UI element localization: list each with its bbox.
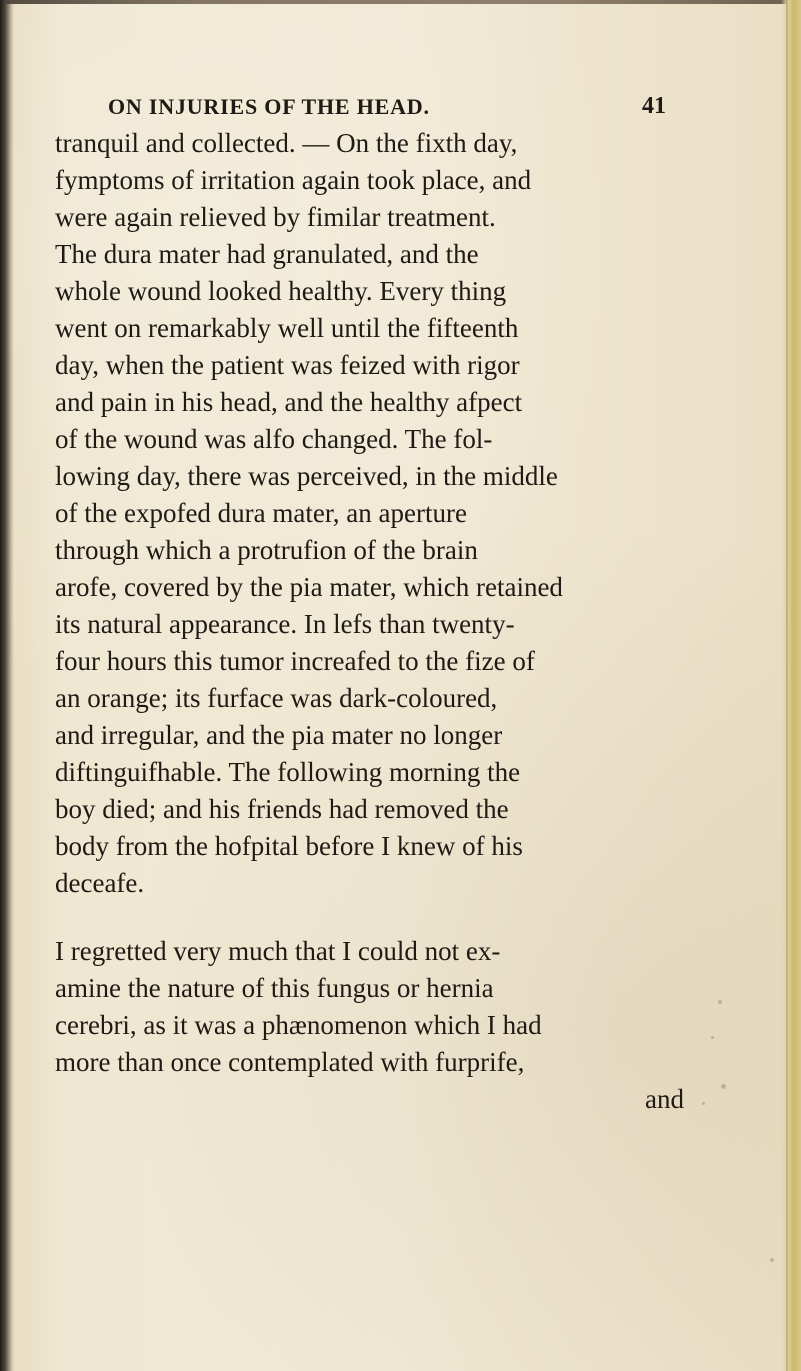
- text-line: of the expofed dura mater, an aperture: [55, 498, 467, 528]
- text-line: tranquil and collected. — On the fixth day,: [55, 128, 518, 158]
- text-line: more than once contemplated with furprife,: [55, 1047, 525, 1077]
- text-line: its natural appearance. In lefs than twenty-: [55, 609, 515, 639]
- text-line: The dura mater had granulated, and the: [55, 239, 479, 269]
- page-speck: [702, 1102, 705, 1105]
- text-line: body from the hofpital before I knew of his: [55, 831, 523, 861]
- page-gutter-shadow: [0, 0, 14, 1371]
- text-line: went on remarkably well until the fifteenth: [55, 313, 519, 343]
- text-line: were again relieved by fimilar treatment.: [55, 202, 496, 232]
- text-line: amine the nature of this fungus or hernia: [55, 973, 494, 1003]
- text-line: and irregular, and the pia mater no longer: [55, 720, 503, 750]
- text-line: lowing day, there was perceived, in the middle: [55, 461, 558, 491]
- text-line: of the wound was alfo changed. The fol-: [55, 424, 493, 454]
- text-line: arofe, covered by the pia mater, which retained: [55, 572, 563, 602]
- page-header: [108, 94, 668, 130]
- text-line: and pain in his head, and the healthy afpect: [55, 387, 523, 417]
- text-line: day, when the patient was feized with rigor: [55, 350, 520, 380]
- page-speck: [718, 1000, 722, 1004]
- catchword: and: [645, 1084, 684, 1114]
- page-speck: [770, 1258, 774, 1262]
- text-line: diftinguifhable. The following morning the: [55, 757, 521, 787]
- text-line: fymptoms of irritation again took place, and: [55, 165, 532, 195]
- page-top-edge: [0, 0, 801, 4]
- text-line: four hours this tumor increafed to the fize of: [55, 646, 535, 676]
- page-speck: [711, 1036, 714, 1039]
- page-number: 41: [642, 93, 666, 119]
- text-line: through which a protrufion of the brain: [55, 535, 478, 565]
- page-speck: [721, 1084, 726, 1089]
- text-line: an orange; its furface was dark-coloured,: [55, 683, 498, 713]
- running-head: ON INJURIES OF THE HEAD.: [108, 94, 430, 119]
- page-outer-edge: [781, 0, 801, 1371]
- text-line: boy died; and his friends had removed the: [55, 794, 509, 824]
- text-line: I regretted very much that I could not ex-: [55, 936, 501, 966]
- text-line: deceafe.: [55, 868, 145, 898]
- text-line: cerebri, as it was a phænomenon which I had: [55, 1010, 542, 1040]
- text-line: whole wound looked healthy. Every thing: [55, 276, 507, 306]
